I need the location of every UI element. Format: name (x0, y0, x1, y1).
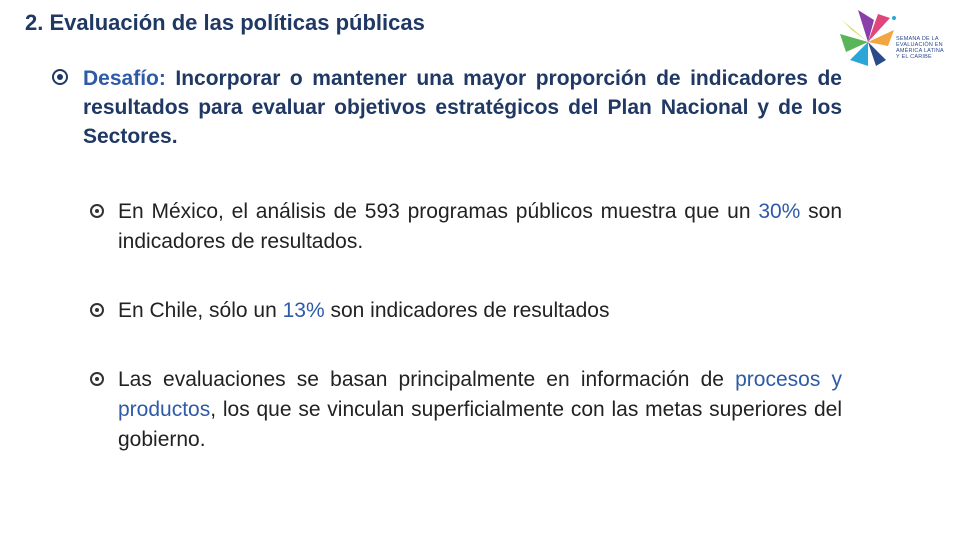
star-burst-icon (838, 8, 896, 68)
bullet-chile (90, 296, 842, 326)
target-bullet-icon (90, 372, 104, 386)
bullet-highlight: procesos y productos (118, 368, 842, 421)
logo-line: EVALUACIÓN EN (896, 42, 943, 48)
bullet-text-part: , los que se vinculan superficialmente con las metas superiores del gobierno. (118, 398, 842, 451)
bullet-chile-text (118, 296, 842, 326)
bullet-highlight: 13% (282, 299, 325, 322)
slide-title: 2. Evaluación de las políticas públicas (25, 10, 425, 35)
bullet-text-part: son indicadores de resultados (324, 299, 610, 322)
challenge-text (83, 64, 842, 151)
bullet-text-part: Las evaluaciones se basan principalmente en información de (118, 368, 736, 391)
target-bullet-icon (90, 204, 104, 218)
bullet-evaluations-text (118, 365, 842, 455)
logo-line: AMÉRICA LATINA (896, 48, 944, 54)
challenge-body: Incorporar o mantener una mayor proporción de indicadores de resultados para evaluar objetivos estratégicos del Plan Nacional y de los Sectores. (83, 67, 842, 148)
target-bullet-icon (52, 69, 68, 85)
bullet-text-part: En México, el análisis de 593 programas públicos muestra que un (118, 200, 759, 223)
bullet-evaluations (90, 365, 842, 455)
challenge-bullet (52, 64, 842, 151)
challenge-lead: Desafío: (83, 67, 166, 90)
logo-caption (896, 36, 948, 60)
bullet-highlight: 30% (758, 200, 801, 223)
bullet-mexico-text (118, 197, 842, 257)
target-bullet-icon (90, 303, 104, 317)
bullet-text-part: En Chile, sólo un (118, 299, 283, 322)
bullet-mexico (90, 197, 842, 257)
logo-line: SEMANA DE LA (896, 36, 939, 42)
evaluation-week-logo (838, 8, 948, 68)
logo-line: Y EL CARIBE (896, 54, 932, 60)
bullet-text-part: son indicadores de resultados. (118, 200, 843, 253)
